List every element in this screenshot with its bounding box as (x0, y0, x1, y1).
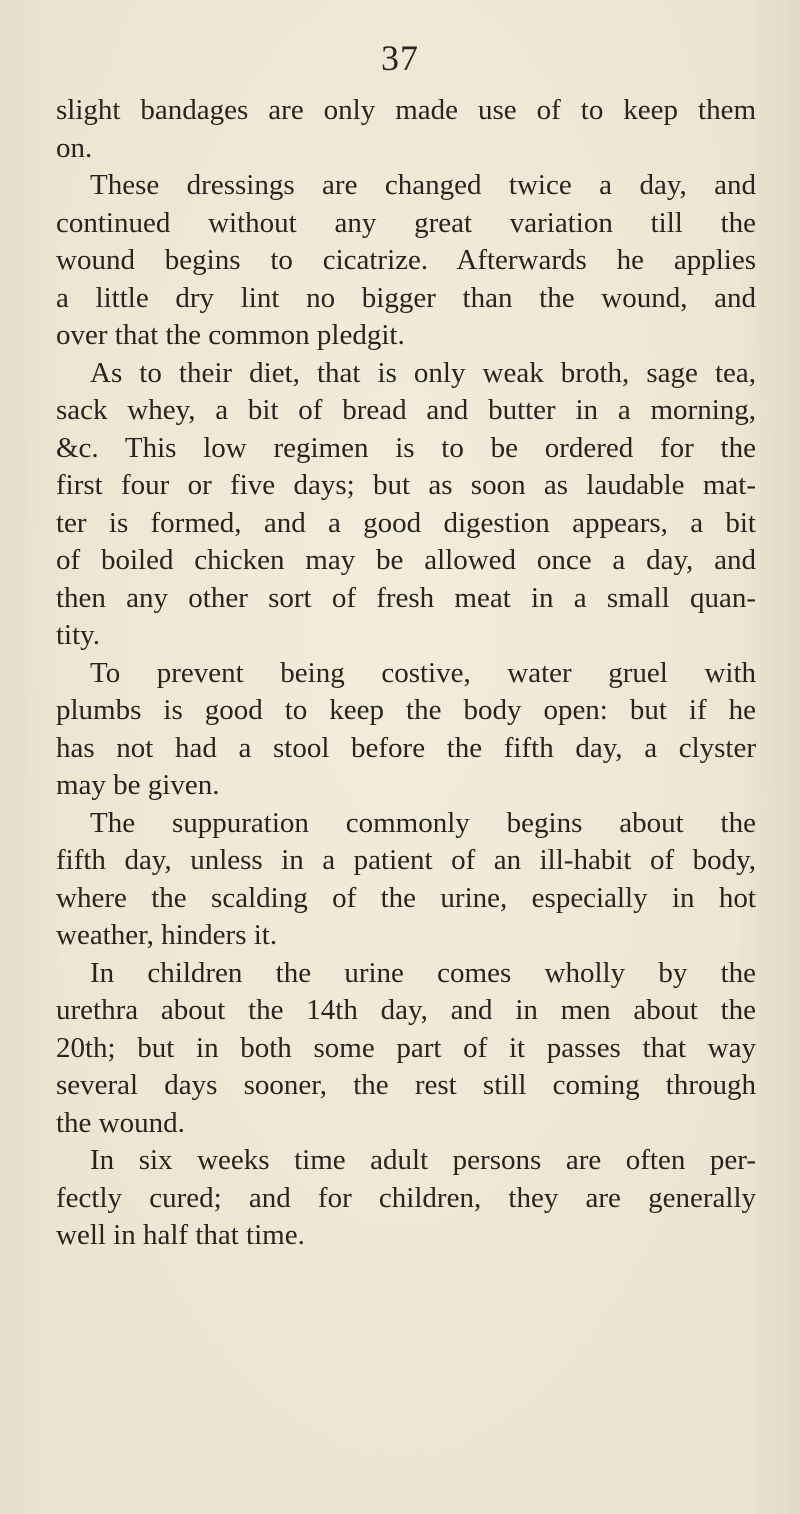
text-line: where the scalding of the urine, especially in hot (56, 881, 756, 914)
text-line: the wound. (56, 1106, 185, 1139)
text-line: fifth day, unless in a patient of an ill-habit of body, (56, 844, 756, 876)
text-line: plumbs is good to keep the body open: but if he (56, 694, 756, 726)
text-line: fectly cured; and for children, they are generally (56, 1181, 756, 1214)
text-line: The suppuration commonly begins about the (90, 806, 756, 839)
text-line: wound begins to cicatrize. Afterwards he applies (56, 244, 756, 276)
text-line: To prevent being costive, water gruel with (90, 656, 756, 689)
text-line: may be given. (56, 769, 220, 801)
text-line: on. (56, 131, 93, 164)
text-line: first four or five days; but as soon as laudable mat- (56, 469, 756, 501)
page-number: 37 (381, 38, 419, 78)
text-line: urethra about the 14th day, and in men about the (56, 994, 756, 1026)
text-line: 20th; but in both some part of it passes that way (56, 1031, 756, 1064)
text-line: In six weeks time adult persons are often per- (90, 1144, 756, 1176)
text-line: over that the common pledgit. (56, 319, 405, 351)
text-line: As to their diet, that is only weak broth, sage tea, (90, 356, 756, 389)
text-line: then any other sort of fresh meat in a small quan- (56, 581, 756, 614)
text-line: sack whey, a bit of bread and butter in a morning, (56, 394, 756, 426)
text-line: has not had a stool before the fifth day, a clyster (56, 731, 756, 764)
text-line: continued without any great variation till the (56, 206, 756, 239)
text-line: ter is formed, and a good digestion appears, a bit (56, 506, 756, 539)
text-line: a little dry lint no bigger than the wound, and (56, 281, 756, 314)
body-text (56, 92, 756, 1255)
text-line: These dressings are changed twice a day, and (90, 169, 756, 201)
text-line: weather, hinders it. (56, 919, 278, 951)
text-line: &c. This low regimen is to be ordered for the (56, 431, 756, 464)
text-line: of boiled chicken may be allowed once a day, and (56, 544, 756, 576)
text-line: well in half that time. (56, 1219, 305, 1251)
text-line: tity. (56, 619, 101, 651)
text-line: In children the urine comes wholly by the (90, 956, 756, 989)
text-line: slight bandages are only made use of to keep them (56, 94, 756, 126)
text-line: several days sooner, the rest still coming through (56, 1069, 756, 1101)
